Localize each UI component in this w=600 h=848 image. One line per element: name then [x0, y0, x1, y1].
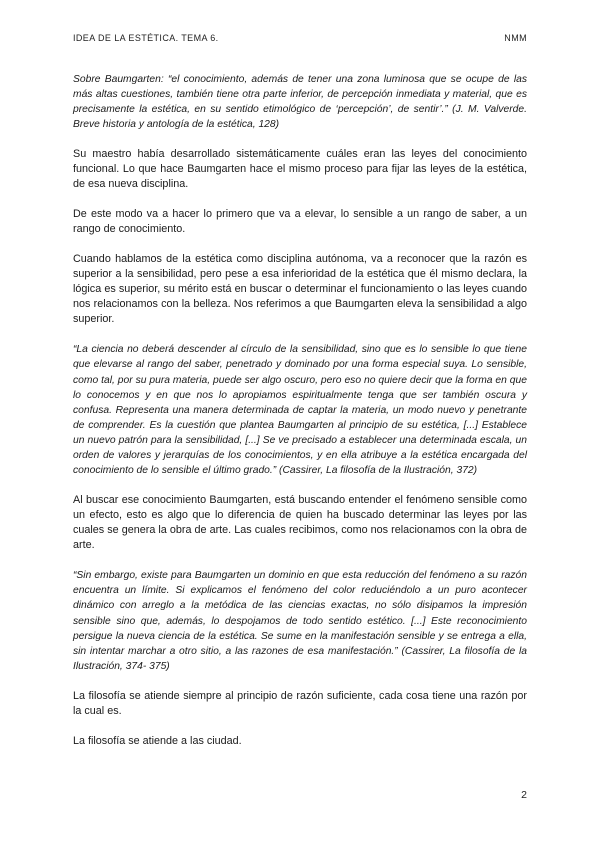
page-body [73, 72, 527, 749]
header-initials: NMM [504, 33, 527, 43]
quote-cassirer-374: “Sin embargo, existe para Baumgarten un dominio en que esta reducción del fenómeno a su razón encuentra un límite. Si explicamos el fenómeno del color reduciéndolo a un puro acontecer dinámico con arreglo a la metódica de las ciencias exactas, no sólo disipamos la impresión sensible sino que, además, lo despojamos de todo sentido estético. [...] Este reconocimiento persigue la nueva ciencia de la estética. Se sume en la manifestación sensible y se entrega a ella, sin intentar marchar a otro sitio, a las razones de esa manifestación.” (Cassirer, La filosofía de la Ilustración, 374- 375) [73, 570, 527, 672]
quote-valverde: Sobre Baumgarten: “el conocimiento, además de tener una zona luminosa que se ocupe de las más altas cuestiones, también tiene otra parte inferior, de percepción inmediata y material, que es precisamente la estética, en su sentido etimológico de ‘percepción’, de sentir’.” (J. M. Valverde. Breve historia y antología de la estética, 128) [73, 74, 527, 131]
page-number: 2 [521, 789, 527, 801]
paragraph-maestro: Su maestro había desarrollado sistemáticamente cuáles eran las leyes del conocimiento funcional. Lo que hace Baumgarten hace el mismo proceso para fijar las leyes de la estética, de esa nueva disciplina. [73, 148, 527, 191]
quote-cassirer-372: “La ciencia no deberá descender al círculo de la sensibilidad, sino que es lo sensible lo que tiene que elevarse al rango del saber, penetrado y dominado por una forma especial suya. Lo sensible, como tal, por su pura materia, puede ser algo oscuro, pero eso no quiere decir que la forma en que lo conocemos y en que nos lo apropiamos espiritualmente tenga que ser también oscura y confusa. Representa una manera determinada de captar la materia, un modo nuevo y penetrante de comprender. Es la cuestión que plantea Baumgarten al principio de su estética, [...] Establece un nuevo patrón para la sensibilidad, [...] Se ve precisado a establecer una determinada escala, un orden de valores y jerarquías de los conocimientos, y en ella atribuye a la estética encargada del conocimiento de lo sensible el último grado.” (Cassirer, La filosofía de la Ilustración, 372) [73, 344, 527, 477]
header-title: IDEA DE LA ESTÉTICA. TEMA 6. [73, 33, 219, 43]
paragraph-razon-suficiente: La filosofía se atiende siempre al principio de razón suficiente, cada cosa tiene una razón por la cual es. [73, 689, 527, 717]
paragraph-ciudad: La filosofía se atiende a las ciudad. [73, 734, 242, 747]
paragraph-elevar: De este modo va a hacer lo primero que va a elevar, lo sensible a un rango de saber, a un rango de conocimiento. [73, 208, 527, 236]
page-header [73, 33, 527, 43]
paragraph-fenomeno: Al buscar ese conocimiento Baumgarten, está buscando entender el fenómeno sensible como un efecto, esto es algo que lo diferencia de quien ha buscado determinar las leyes por las cuales se genera la obra de arte. Las cuales recibimos, como nos relacionamos con la obra de arte. [73, 494, 527, 552]
paragraph-autonoma: Cuando hablamos de la estética como disciplina autónoma, va a reconocer que la razón es superior a la sensibilidad, pero pese a esa inferioridad de la estética que él mismo declara, la lógica es superior, su mérito está en buscar o determinar el funcionamiento o las leyes cuando nos relacionamos con la belleza. Nos referimos a que Baumgarten eleva la sensibilidad a algo superior. [73, 253, 527, 326]
